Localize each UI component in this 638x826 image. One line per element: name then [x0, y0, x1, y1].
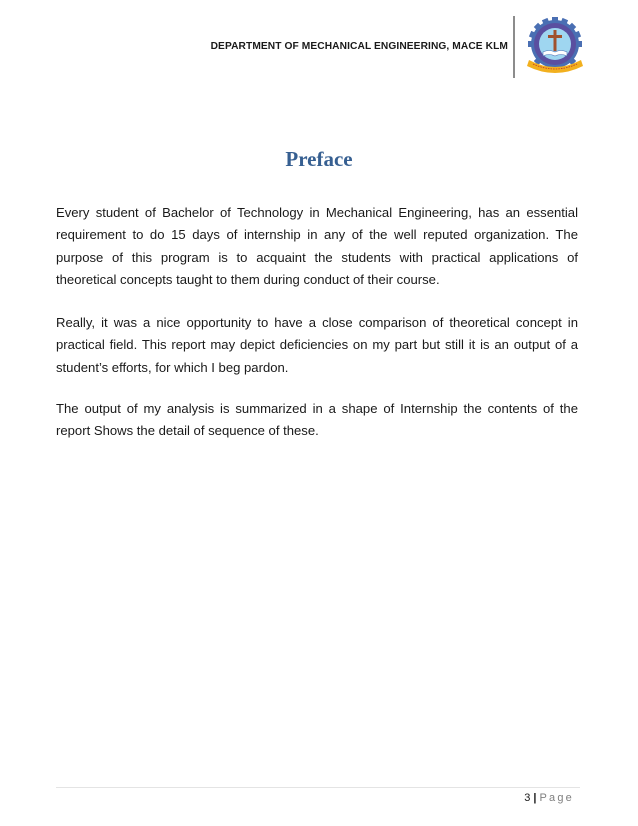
header-department-title: DEPARTMENT OF MECHANICAL ENGINEERING, MACE KLM: [210, 41, 508, 52]
page-number-separator: |: [533, 792, 537, 804]
emblem-cross-vertical: [554, 30, 557, 51]
preface-paragraph: Really, it was a nice opportunity to have a close comparison of theoretical concept in practical field. This report may depict deficiencies on my part but still it is an output of a student’s efforts, for which I beg pardon.: [56, 315, 578, 375]
preface-paragraph: Every student of Bachelor of Technology in Mechanical Engineering, has an essential requirement to do 15 days of internship in any of the well reputed organization. The purpose of this program is to acquaint the students with practical applications of theoretical concepts taught to them during conduct of their course.: [56, 205, 578, 288]
page-number: 3: [524, 792, 531, 804]
header-divider: [513, 16, 515, 78]
preface-paragraph: The output of my analysis is summarized in a shape of Internship the contents of the report Shows the detail of sequence of these.: [56, 401, 578, 439]
page-title: Preface: [285, 147, 353, 171]
emblem-graphic: [523, 16, 587, 80]
footer-divider: [56, 787, 580, 788]
page-number-footer: [524, 792, 574, 804]
page-label: Page: [539, 792, 574, 804]
college-emblem-icon: [523, 16, 587, 80]
emblem-cross-horizontal: [548, 35, 562, 38]
